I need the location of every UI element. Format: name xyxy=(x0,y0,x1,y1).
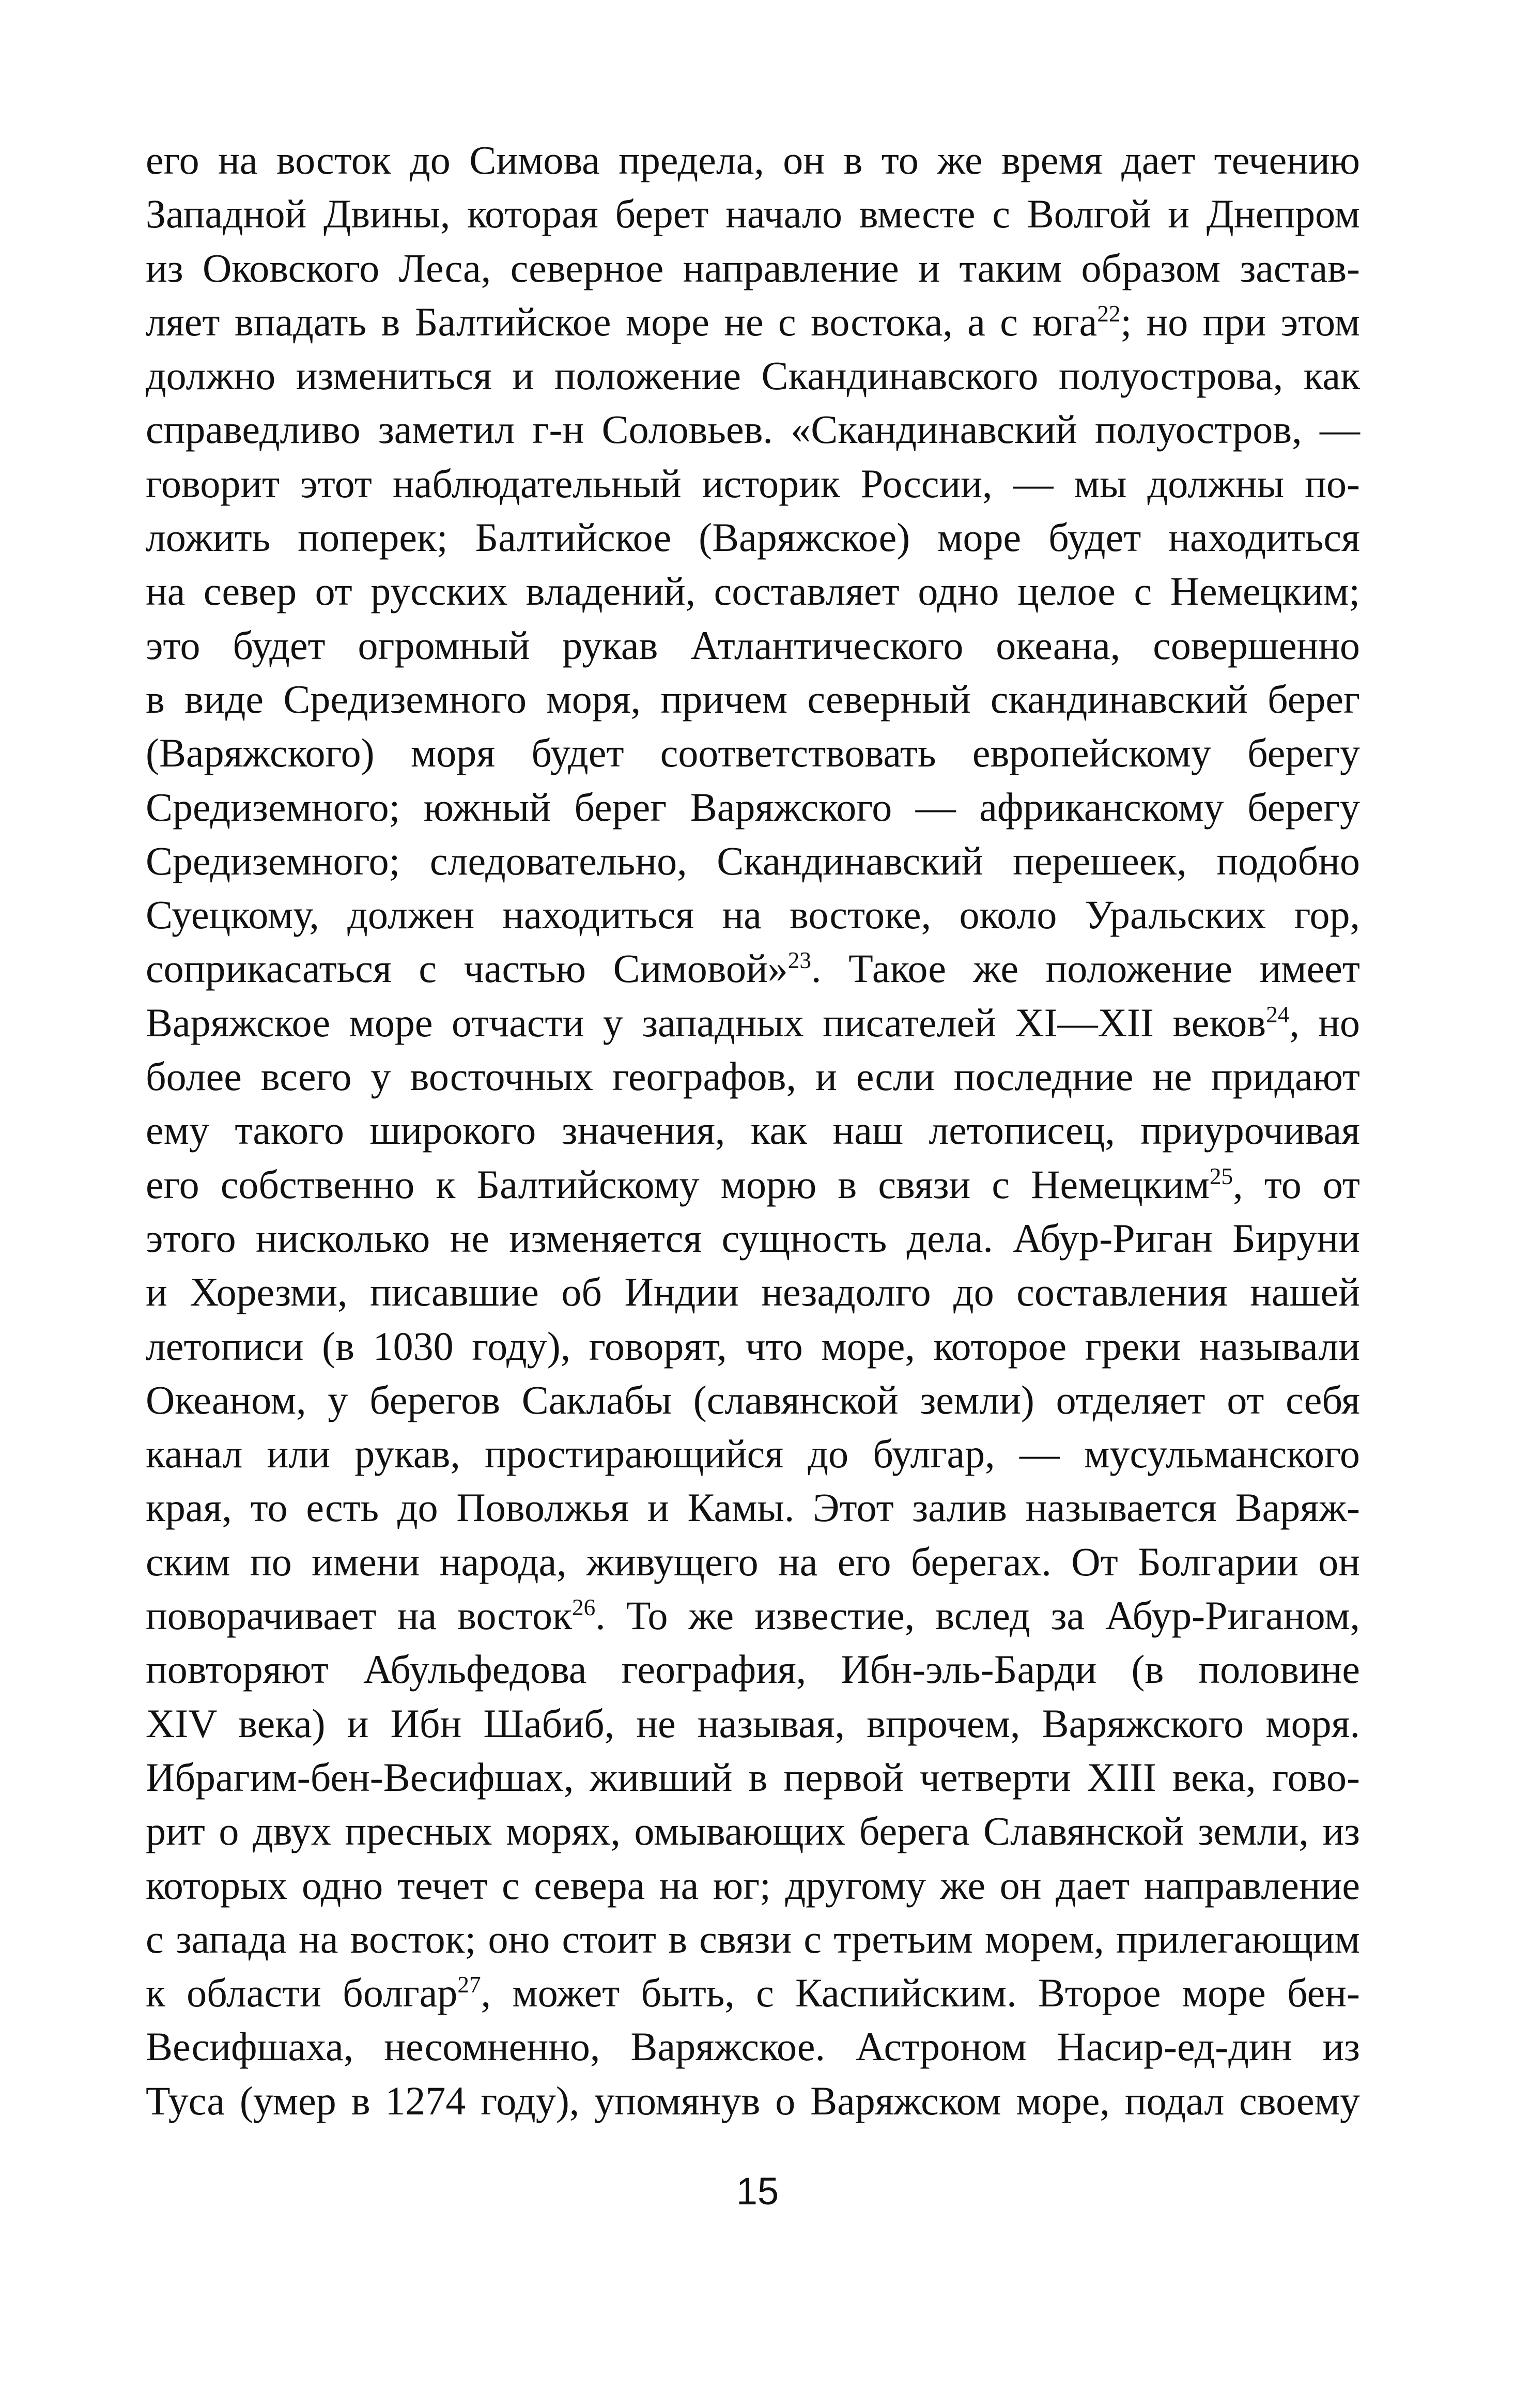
text-line: его на восток до Симова предела, он в то же время дает течению xyxy=(146,137,1360,182)
text-line: XIV века) и Ибн Шабиб, не называя, впрочем, Варяжского моря. xyxy=(146,1700,1360,1746)
text-line xyxy=(146,942,1360,995)
text-line: Суецкому, должен находиться на востоке, около Уральских гор, xyxy=(146,892,1360,938)
footnote-reference: 25 xyxy=(1209,1163,1233,1189)
body-text xyxy=(146,133,1360,2128)
text-segment: Варяжское море отчасти у западных писателей XI—XII веков xyxy=(146,1000,1266,1045)
text-line xyxy=(146,1589,1360,1643)
text-segment: . Такое же положение имеет xyxy=(811,946,1360,991)
text-segment: . То же известие, вслед за Абур-Риганом, xyxy=(595,1593,1361,1638)
text-segment: поворачивает на восток xyxy=(146,1593,572,1638)
text-line: повторяют Абульфедова география, Ибн-эль-Барди (в половине xyxy=(146,1647,1360,1692)
text-segment: , то от xyxy=(1233,1161,1360,1207)
footnote-reference: 26 xyxy=(571,1594,596,1621)
text-line: это будет огромный рукав Атлантического океана, совершенно xyxy=(146,622,1360,668)
text-line xyxy=(146,1966,1360,2020)
text-line xyxy=(146,1158,1360,1211)
text-segment: к области болгар xyxy=(146,1970,458,2016)
text-line: Западной Двины, которая берет начало вместе с Волгой и Днепром xyxy=(146,191,1360,237)
text-line: и Хорезми, писавшие об Индии незадолго до составления нашей xyxy=(146,1269,1360,1315)
text-segment: его собственно к Балтийскому морю в связи с Немецким xyxy=(146,1161,1210,1207)
text-line: ложить поперек; Балтийское (Варяжское) море будет находиться xyxy=(146,515,1360,560)
text-line: Средиземного; следовательно, Скандинавский перешеек, подобно xyxy=(146,838,1360,883)
footnote-reference: 27 xyxy=(457,1972,481,1998)
page-number: 15 xyxy=(736,2170,779,2213)
text-line xyxy=(146,996,1360,1050)
text-segment: ляет впадать в Балтийское море не с востока, а с юга xyxy=(146,299,1097,344)
text-line: в виде Средиземного моря, причем северный скандинавский берег xyxy=(146,676,1360,722)
text-line xyxy=(146,295,1360,349)
text-line: Средиземного; южный берег Варяжского — африканскому берегу xyxy=(146,784,1360,830)
text-line: этого нисколько не изменяется сущность дела. Абур-Риган Бируни xyxy=(146,1215,1360,1261)
text-line: ему такого широкого значения, как наш летописец, приурочивая xyxy=(146,1108,1360,1153)
text-line: ским по имени народа, живущего на его берегах. От Болгарии он xyxy=(146,1539,1360,1584)
text-segment: ; но при этом xyxy=(1120,299,1360,344)
text-line: Ибрагим-бен-Весифшах, живший в первой четверти XIII века, гово- xyxy=(146,1754,1360,1800)
text-segment: , может быть, с Каспийским. Второе море бен- xyxy=(481,1970,1360,2016)
text-line: Океаном, у берегов Саклабы (славянской земли) отделяет от себя xyxy=(146,1377,1360,1422)
text-line: края, то есть до Поволжья и Камы. Этот залив называется Варяж- xyxy=(146,1485,1360,1530)
text-line: из Оковского Леса, северное направление и таким образом застав- xyxy=(146,245,1360,290)
text-line: летописи (в 1030 году), говорят, что море, которое греки называли xyxy=(146,1323,1360,1369)
text-line: справедливо заметил г-н Соловьев. «Скандинавский полуостров, — xyxy=(146,407,1360,452)
text-line: говорит этот наблюдательный историк России, — мы должны по- xyxy=(146,461,1360,506)
text-segment: , но xyxy=(1289,1000,1360,1045)
text-line: с запада на восток; оно стоит в связи с третьим морем, прилегающим xyxy=(146,1916,1360,1961)
footnote-reference: 24 xyxy=(1266,1001,1290,1027)
text-line: Весифшаха, несомненно, Варяжское. Астроном Насир-ед-дин из xyxy=(146,2024,1360,2069)
text-line: на север от русских владений, составляет одно целое с Немецким; xyxy=(146,569,1360,614)
footnote-reference: 22 xyxy=(1097,300,1121,327)
text-line: должно измениться и положение Скандинавского полуострова, как xyxy=(146,353,1360,398)
footnote-reference: 23 xyxy=(787,947,812,974)
text-line: (Варяжского) моря будет соответствовать европейскому берегу xyxy=(146,730,1360,776)
text-line: канал или рукав, простирающийся до булгар, — мусульманского xyxy=(146,1431,1360,1477)
text-segment: соприкасаться с частью Симовой» xyxy=(146,946,788,991)
text-line: которых одно течет с севера на юг; другому же он дает направление xyxy=(146,1862,1360,1908)
text-line: более всего у восточных географов, и если последние не придают xyxy=(146,1054,1360,1099)
text-line: Туса (умер в 1274 году), упомянув о Варяжском море, подал своему xyxy=(146,2078,1360,2123)
text-line: рит о двух пресных морях, омывающих берега Славянской земли, из xyxy=(146,1808,1360,1854)
